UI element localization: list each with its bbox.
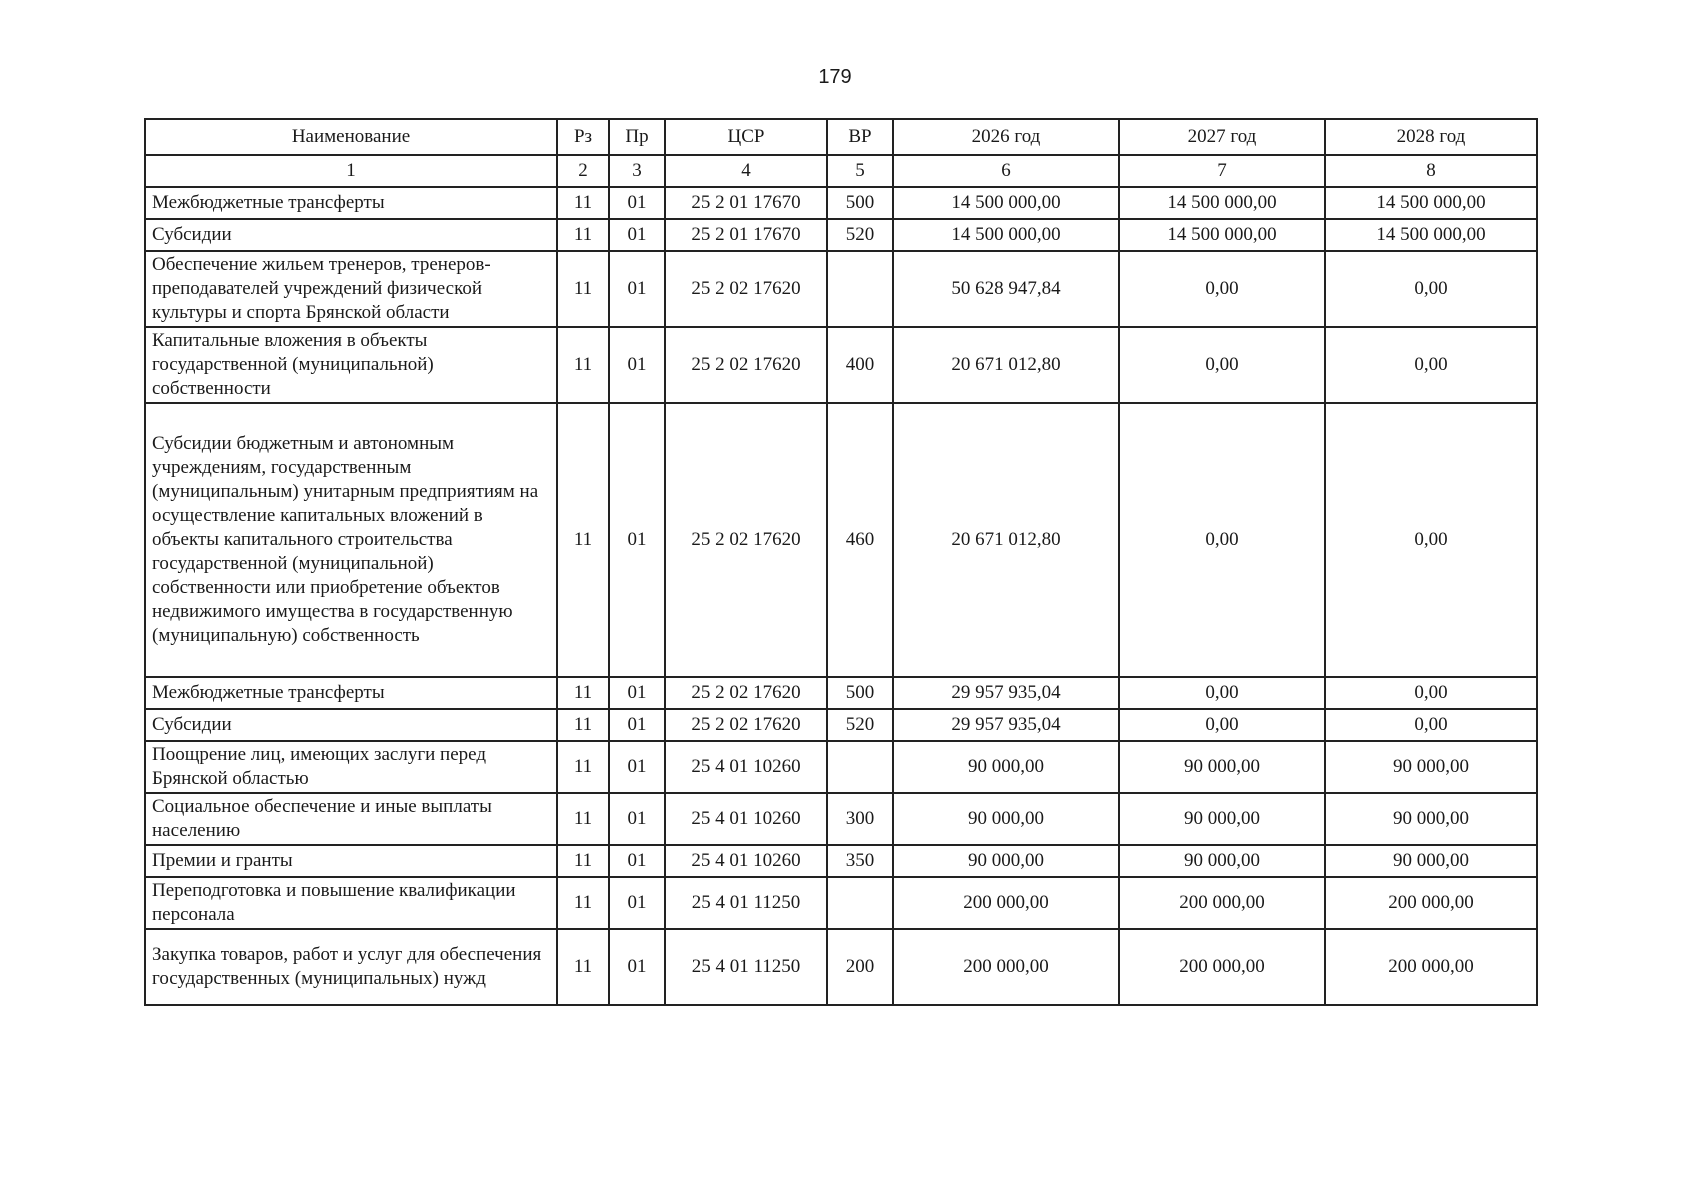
- cell-csr: 25 4 01 10260: [665, 845, 827, 877]
- cell-2026: 29 957 935,04: [893, 709, 1119, 741]
- cell-2026: 20 671 012,80: [893, 327, 1119, 403]
- cell-csr: 25 2 02 17620: [665, 327, 827, 403]
- cell-csr: 25 2 02 17620: [665, 251, 827, 327]
- cell-rz: 11: [557, 251, 609, 327]
- cell-name: Капитальные вложения в объекты государственной (муниципальной) собственности: [145, 327, 557, 403]
- cell-2027: 90 000,00: [1119, 741, 1325, 793]
- cell-name: Субсидии бюджетным и автономным учреждениям, государственным (муниципальным) унитарным предприятиям на осуществление капитальных вложений в объекты капитального строительства государственной (муниципальной) собственности или приобретение объектов недвижимого имущества в государственную (муниципальную) собственность: [145, 403, 557, 677]
- cell-rz: 11: [557, 845, 609, 877]
- cell-2026: 50 628 947,84: [893, 251, 1119, 327]
- budget-table: [144, 118, 1538, 1006]
- column-number: 5: [827, 155, 893, 187]
- column-number: 2: [557, 155, 609, 187]
- cell-csr: 25 2 02 17620: [665, 403, 827, 677]
- cell-vr: 200: [827, 929, 893, 1005]
- table-row: [145, 251, 1537, 327]
- table-row: [145, 741, 1537, 793]
- cell-2026: 200 000,00: [893, 929, 1119, 1005]
- cell-pr: 01: [609, 793, 665, 845]
- cell-csr: 25 2 01 17670: [665, 187, 827, 219]
- column-number: 7: [1119, 155, 1325, 187]
- cell-rz: 11: [557, 793, 609, 845]
- header-2027: 2027 год: [1119, 119, 1325, 155]
- cell-pr: 01: [609, 219, 665, 251]
- cell-pr: 01: [609, 327, 665, 403]
- cell-csr: 25 4 01 10260: [665, 741, 827, 793]
- header-rz: Рз: [557, 119, 609, 155]
- cell-2026: 200 000,00: [893, 877, 1119, 929]
- cell-vr: 520: [827, 709, 893, 741]
- cell-2027: 0,00: [1119, 709, 1325, 741]
- cell-name: Поощрение лиц, имеющих заслуги перед Брянской областью: [145, 741, 557, 793]
- cell-2026: 29 957 935,04: [893, 677, 1119, 709]
- cell-2028: 0,00: [1325, 251, 1537, 327]
- table-row: [145, 929, 1537, 1005]
- cell-pr: 01: [609, 741, 665, 793]
- cell-pr: 01: [609, 677, 665, 709]
- cell-vr: [827, 741, 893, 793]
- column-number: 1: [145, 155, 557, 187]
- cell-csr: 25 4 01 11250: [665, 877, 827, 929]
- column-number: 8: [1325, 155, 1537, 187]
- cell-name: Субсидии: [145, 709, 557, 741]
- cell-2026: 90 000,00: [893, 845, 1119, 877]
- column-number: 6: [893, 155, 1119, 187]
- cell-vr: 500: [827, 677, 893, 709]
- header-csr: ЦСР: [665, 119, 827, 155]
- cell-pr: 01: [609, 251, 665, 327]
- cell-2026: 20 671 012,80: [893, 403, 1119, 677]
- column-number-row: [145, 155, 1537, 187]
- cell-2026: 14 500 000,00: [893, 187, 1119, 219]
- cell-name: Переподготовка и повышение квалификации персонала: [145, 877, 557, 929]
- cell-vr: 300: [827, 793, 893, 845]
- cell-2028: 0,00: [1325, 403, 1537, 677]
- cell-vr: 460: [827, 403, 893, 677]
- cell-2027: 90 000,00: [1119, 845, 1325, 877]
- cell-rz: 11: [557, 187, 609, 219]
- cell-2027: 200 000,00: [1119, 929, 1325, 1005]
- cell-pr: 01: [609, 877, 665, 929]
- cell-2027: 0,00: [1119, 327, 1325, 403]
- cell-2026: 90 000,00: [893, 793, 1119, 845]
- table-row: [145, 219, 1537, 251]
- cell-2027: 90 000,00: [1119, 793, 1325, 845]
- cell-2028: 14 500 000,00: [1325, 219, 1537, 251]
- cell-csr: 25 2 02 17620: [665, 677, 827, 709]
- cell-2028: 90 000,00: [1325, 845, 1537, 877]
- table-row: [145, 793, 1537, 845]
- cell-rz: 11: [557, 709, 609, 741]
- cell-name: Социальное обеспечение и иные выплаты населению: [145, 793, 557, 845]
- header-2028: 2028 год: [1325, 119, 1537, 155]
- cell-rz: 11: [557, 403, 609, 677]
- cell-name: Обеспечение жильем тренеров, тренеров-преподавателей учреждений физической культуры и спорта Брянской области: [145, 251, 557, 327]
- cell-rz: 11: [557, 929, 609, 1005]
- cell-pr: 01: [609, 403, 665, 677]
- cell-vr: [827, 251, 893, 327]
- table-row: [145, 327, 1537, 403]
- cell-rz: 11: [557, 219, 609, 251]
- cell-name: Межбюджетные трансферты: [145, 187, 557, 219]
- cell-rz: 11: [557, 741, 609, 793]
- table-row: [145, 403, 1537, 677]
- page-number: 179: [818, 66, 852, 88]
- cell-pr: 01: [609, 709, 665, 741]
- cell-name: Субсидии: [145, 219, 557, 251]
- cell-vr: [827, 877, 893, 929]
- header-2026: 2026 год: [893, 119, 1119, 155]
- cell-2028: 90 000,00: [1325, 793, 1537, 845]
- table-row: [145, 677, 1537, 709]
- cell-2028: 200 000,00: [1325, 929, 1537, 1005]
- header-vr: ВР: [827, 119, 893, 155]
- cell-vr: 500: [827, 187, 893, 219]
- cell-2028: 90 000,00: [1325, 741, 1537, 793]
- cell-2027: 0,00: [1119, 403, 1325, 677]
- cell-2026: 14 500 000,00: [893, 219, 1119, 251]
- column-number: 4: [665, 155, 827, 187]
- cell-2028: 0,00: [1325, 677, 1537, 709]
- cell-pr: 01: [609, 187, 665, 219]
- cell-vr: 520: [827, 219, 893, 251]
- cell-pr: 01: [609, 929, 665, 1005]
- cell-2027: 14 500 000,00: [1119, 187, 1325, 219]
- cell-rz: 11: [557, 877, 609, 929]
- cell-2028: 14 500 000,00: [1325, 187, 1537, 219]
- cell-vr: 400: [827, 327, 893, 403]
- cell-2027: 0,00: [1119, 677, 1325, 709]
- cell-2026: 90 000,00: [893, 741, 1119, 793]
- cell-csr: 25 4 01 11250: [665, 929, 827, 1005]
- cell-rz: 11: [557, 677, 609, 709]
- header-name: Наименование: [145, 119, 557, 155]
- cell-2028: 200 000,00: [1325, 877, 1537, 929]
- cell-2028: 0,00: [1325, 709, 1537, 741]
- cell-rz: 11: [557, 327, 609, 403]
- cell-vr: 350: [827, 845, 893, 877]
- cell-csr: 25 2 02 17620: [665, 709, 827, 741]
- table-row: [145, 709, 1537, 741]
- header-pr: Пр: [609, 119, 665, 155]
- header-row: [145, 119, 1537, 155]
- cell-name: Премии и гранты: [145, 845, 557, 877]
- cell-name: Закупка товаров, работ и услуг для обеспечения государственных (муниципальных) нужд: [145, 929, 557, 1005]
- cell-pr: 01: [609, 845, 665, 877]
- column-number: 3: [609, 155, 665, 187]
- table-row: [145, 877, 1537, 929]
- table-row: [145, 845, 1537, 877]
- cell-2027: 14 500 000,00: [1119, 219, 1325, 251]
- cell-2028: 0,00: [1325, 327, 1537, 403]
- cell-2027: 0,00: [1119, 251, 1325, 327]
- cell-2027: 200 000,00: [1119, 877, 1325, 929]
- cell-csr: 25 4 01 10260: [665, 793, 827, 845]
- table-row: [145, 187, 1537, 219]
- cell-name: Межбюджетные трансферты: [145, 677, 557, 709]
- cell-csr: 25 2 01 17670: [665, 219, 827, 251]
